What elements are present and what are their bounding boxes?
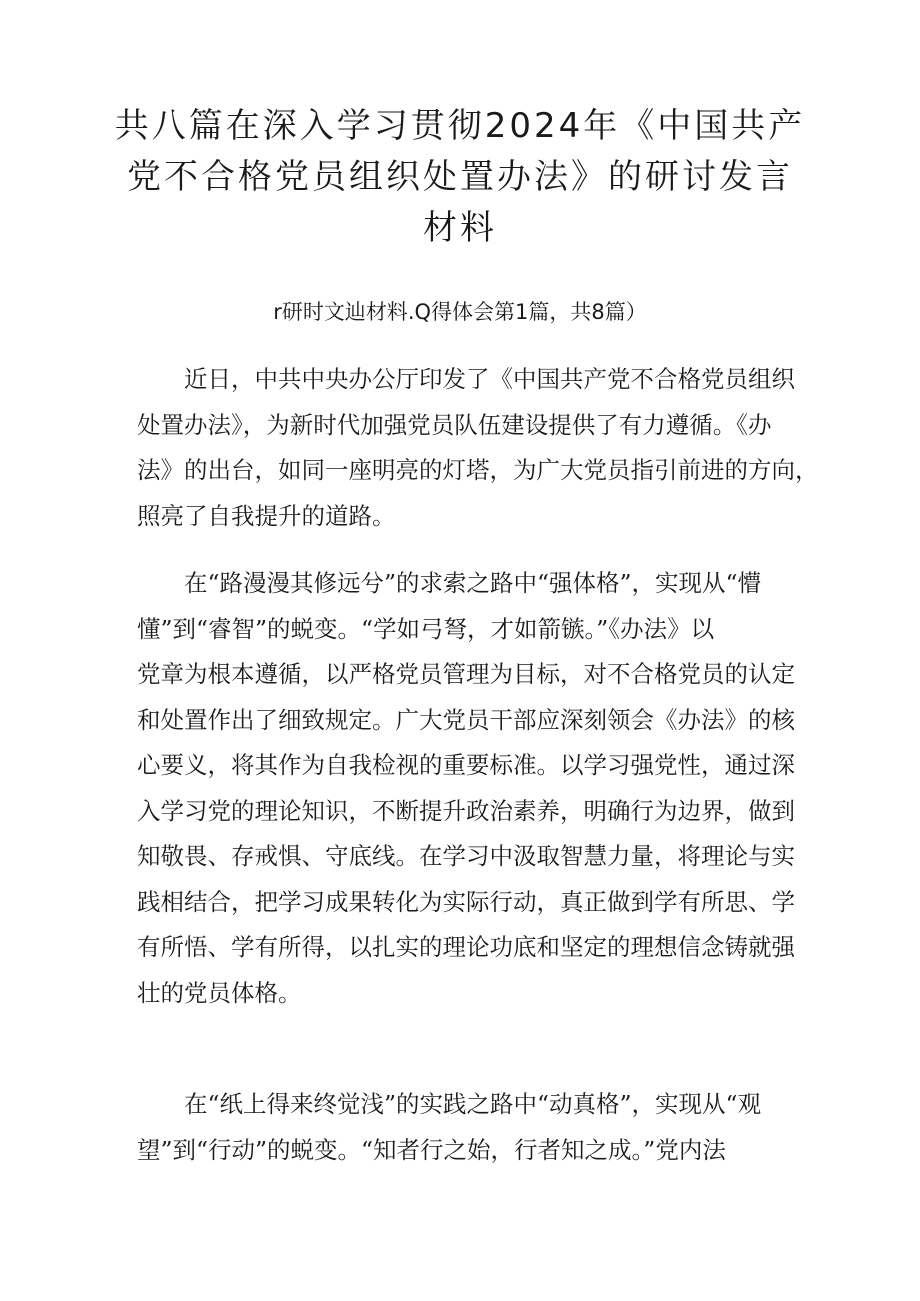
text-line: 近日，中共中央办公厅印发了《中国共产党不合格党员组织 [184,365,795,393]
text-line: 有所悟、学有所得，以扎实的理论功底和坚定的理想信念铸就强 [137,933,795,961]
text-line: 懂”到“睿智”的蜕变。“学如弓弩，才如箭镞。”《办法》以 [137,614,715,643]
text-line: 壮的党员体格。 [137,978,302,1007]
text-line: 知敬畏、存戒惧、守底线。在学习中汲取智慧力量，将理论与实 [137,842,795,870]
text-line: 践相结合，把学习成果转化为实际行动，真正做到学有所思、学 [137,887,795,916]
paragraph-1 [137,357,819,539]
paragraph-2 [137,561,797,1016]
paragraph-3 [137,1082,797,1173]
text-line: 照亮了自我提升的道路。 [137,501,396,530]
text-line: 处置办法》，为新时代加强党员队伍建设提供了有力遵循。《办 [137,410,772,439]
title-line: 党不合格党员组织处置办法》的研讨发言 [127,157,793,197]
text-line: 和处置作出了细致规定。广大党员干部应深刻领会《办法》的核 [137,705,795,734]
document-subtitle: r研时文辿材料.Q得体会第1篇，共8篇） [273,300,647,324]
text-line: 望”到“行动”的蜕变。“知者行之始，行者知之成。”党内法 [137,1135,726,1164]
text-line: 入学习党的理论知识，不断提升政治素养，明确行为边界，做到 [137,796,795,825]
title-line: 材料 [423,208,497,248]
text-line: 在“路漫漫其修远兮”的求索之路中“强体格”，实现从“懵 [184,569,762,597]
title-line: 共八篇在深入学习贯彻2024年《中国共产 [114,106,806,146]
document-title [110,101,810,254]
text-line: 法》的出台，如同一座明亮的灯塔，为广大党员指引前进的方向， [137,456,819,484]
text-line: 在“纸上得来终觉浅”的实践之路中“动真格”，实现从“观 [184,1090,762,1118]
text-line: 党章为根本遵循，以严格党员管理为目标，对不合格党员的认定 [137,660,795,688]
text-line: 心要义，将其作为自我检视的重要标准。以学习强党性，通过深 [137,751,795,779]
